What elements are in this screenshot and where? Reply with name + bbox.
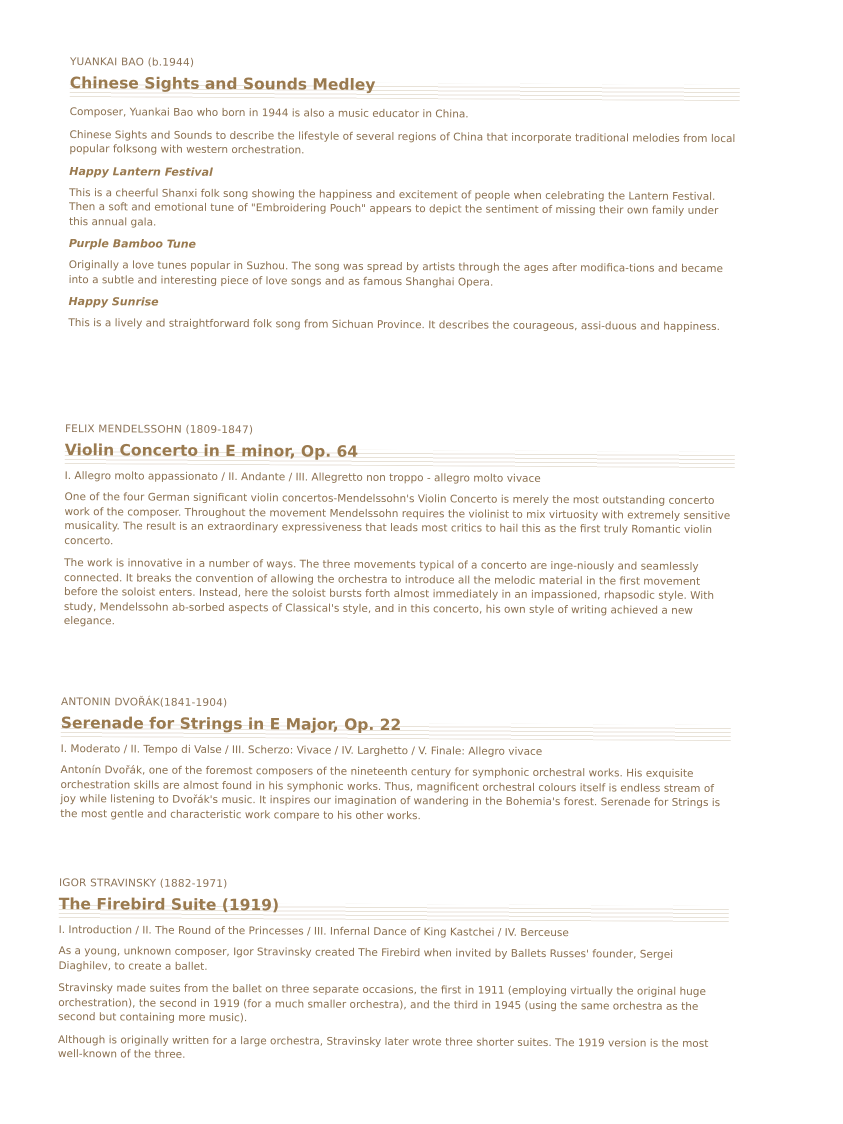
paragraph: The work is innovative in a number of ways. The three movements typical of a concerto are inge-niously and seamlessly connected. It breaks the convention of allowing the orchestra to introduce all the melodic material in the first movement before the soloist enters. Instead, here the soloist bursts forth almost immediately in an impassioned, rhapsodic style. With study, Mendelssohn ab-sorbed aspects of Classical's style, and in this concerto, his own style of writing achieved a new elegance.: [63, 556, 715, 628]
paragraph: Chinese Sights and Sounds to describe the lifestyle of several regions of China that incorporate traditional melodies from local popular folksong with western orchestration.: [69, 128, 736, 157]
section-mendelssohn: [64, 423, 735, 633]
paragraph: Antonín Dvořák, one of the foremost composers of the nineteenth century for symphonic orchestral works. His exquisite orchestration skills are almost found in his symphonic works. Thus, magnificent orchestral colours itself is endless stream of joy while listening to Dvořák's music. It inspires our imagination of wandering in the Bohemia's forest. Serenade for Strings is the most gentle and characteristic work compare to his other works.: [60, 763, 721, 822]
paragraph: Although is originally written for a large orchestra, Stravinsky later wrote three shorter suites. The 1919 version is the most well-known of the three.: [57, 1033, 709, 1061]
section-dvorak: [60, 696, 731, 825]
work-title: The Firebird Suite (1919): [59, 895, 729, 922]
composer-name: FELIX MENDELSSOHN (1809-1847): [64, 423, 254, 437]
work-title: Violin Concerto in E minor, Op. 64: [65, 441, 735, 468]
paragraph: One of the four German significant violin concertos-Mendelssohn's Violin Concerto is merely the most outstanding concerto work of the composer. Throughout the movement Mendelssohn requires the violinist to mix virtuosity with extremely sensitive musicality. The result is an extraordinary expressiveness that leads most critics to hail this as the first truly Romantic violin concerto.: [64, 490, 731, 547]
work-title: Chinese Sights and Sounds Medley: [70, 74, 740, 101]
paragraph: As a young, unknown composer, Igor Stravinsky created The Firebird when invited by Ballets Russes' founder, Sergei Diaghilev, to create a ballet.: [58, 944, 674, 973]
part-heading: Purple Bamboo Tune: [68, 236, 197, 251]
paragraph: Composer, Yuankai Bao who born in 1944 is also a music educator in China.: [69, 105, 469, 121]
movements-list: I. Moderato / II. Tempo di Valse / III. Scherzo: Vivace / IV. Larghetto / V. Finale: Allegro vivace: [60, 742, 543, 758]
paragraph: Stravinsky made suites from the ballet on three separate occasions, the first in 1911 (employing virtually the original huge orchestration), the second in 1919 (for a much smaller orchestra), and the third in 1945 (using the same orchestra as the second but containing more music).: [58, 981, 706, 1025]
paragraph: This is a cheerful Shanxi folk song showing the happiness and excitement of people when celebrating the Lantern Festival. Then a soft and emotional tune of "Embroidering Pouch" appears to depict the sentiment of missing their own family under this annual gala.: [68, 186, 719, 229]
composer-name: IGOR STRAVINSKY (1882-1971): [58, 877, 228, 891]
part-heading: Happy Sunrise: [68, 294, 159, 309]
part-heading: Happy Lantern Festival: [69, 164, 213, 179]
composer-name: YUANKAI BAO (b.1944): [69, 56, 195, 69]
movements-list: I. Introduction / II. The Round of the Princesses / III. Infernal Dance of King Kastchei / IV. Berceuse: [58, 923, 569, 940]
section-bao: [68, 56, 740, 335]
paragraph: Originally a love tunes popular in Suzhou. The song was spread by artists through the ages after modifica-tions and became into a subtle and interesting piece of love songs and as famous Shanghai Opera.: [68, 258, 724, 289]
paragraph: This is a lively and straightforward folk song from Sichuan Province. It describes the courageous, assi-duous and happiness.: [68, 316, 720, 333]
composer-name: ANTONIN DVOŘÁK(1841-1904): [60, 696, 228, 710]
work-title: Serenade for Strings in E Major, Op. 22: [61, 714, 731, 741]
movements-list: I. Allegro molto appassionato / II. Andante / III. Allegretto non troppo - allegro molto vivace: [64, 469, 541, 485]
section-stravinsky: [58, 877, 729, 1066]
